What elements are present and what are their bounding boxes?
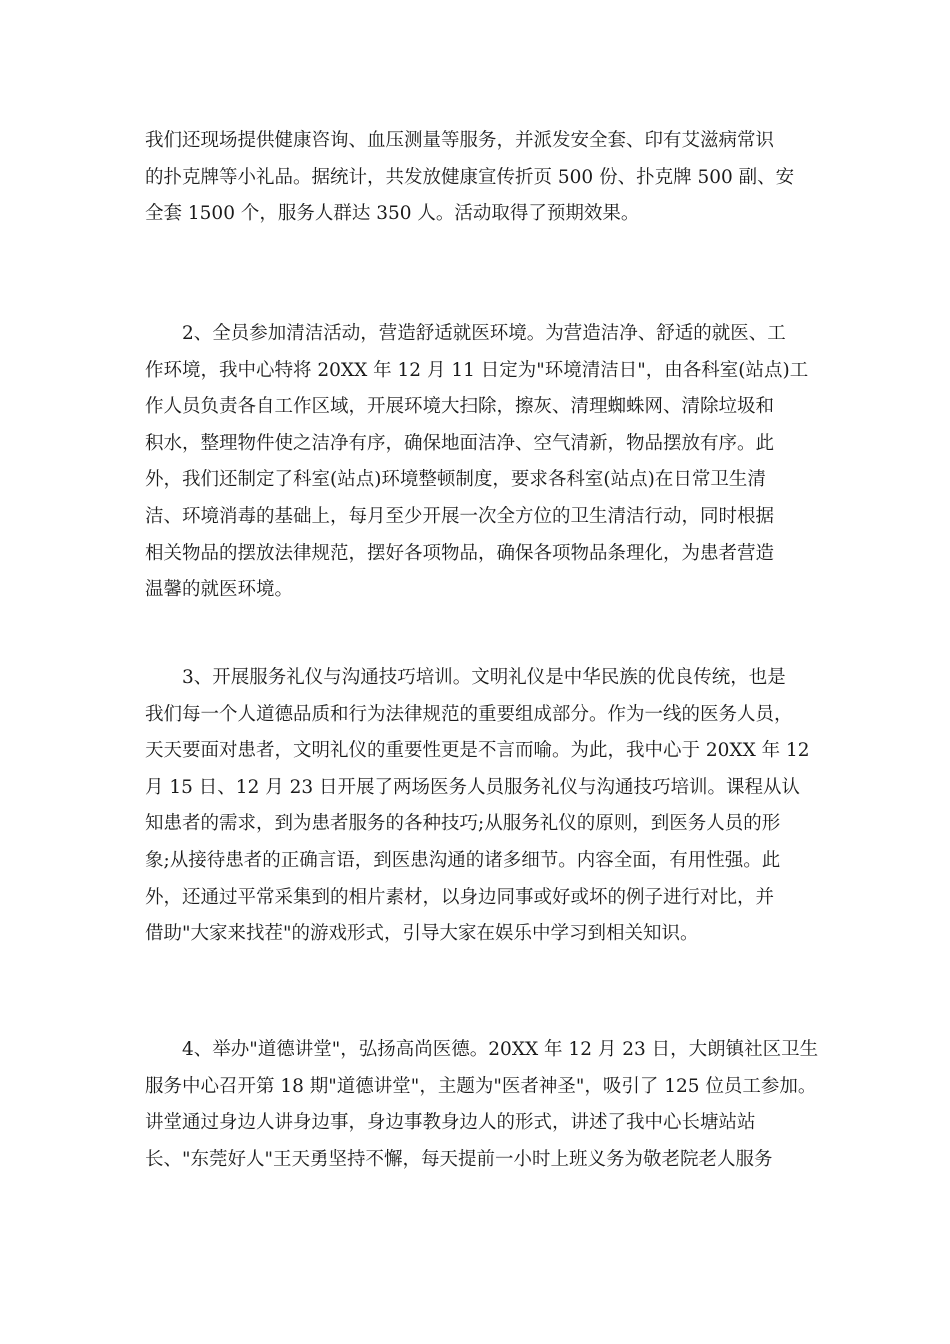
text-line: 我们每一个人道德品质和行为法律规范的重要组成部分。作为一线的医务人员， xyxy=(145,703,793,725)
paragraph-ethics-lecture xyxy=(145,1032,819,1178)
text-line: 讲堂通过身边人讲身边事，身边事教身边人的形式，讲述了我中心长塘站站 xyxy=(145,1112,756,1134)
text-line: 借助"大家来找茬"的游戏形式，引导大家在娱乐中学习到相关知识。 xyxy=(145,923,699,945)
text-line: 天天要面对患者，文明礼仪的重要性更是不言而喻。为此，我中心于 20XX 年 12 xyxy=(145,740,810,762)
text-line: 外，还通过平常采集到的相片素材，以身边同事或好或坏的例子进行对比，并 xyxy=(145,886,775,908)
paragraph-etiquette-training xyxy=(145,660,810,953)
text-line: 洁、环境消毒的基础上，每月至少开展一次全方位的卫生清洁行动，同时根据 xyxy=(145,505,775,527)
text-line: 温馨的就医环境。 xyxy=(145,579,294,601)
text-line: 全套 1500 个，服务人群达 350 人。活动取得了预期效果。 xyxy=(145,203,640,225)
text-line: 外，我们还制定了科室(站点)环境整顿制度，要求各科室(站点)在日常卫生清 xyxy=(145,469,766,491)
text-line: 作人员负责各自工作区域，开展环境大扫除，擦灰、清理蜘蛛网、清除垃圾和 xyxy=(145,396,775,418)
text-line: 2、全员参加清洁活动，营造舒适就医环境。为营造洁净、舒适的就医、工 xyxy=(145,323,786,344)
paragraph-activity-results xyxy=(145,123,805,233)
text-line: 月 15 日、12 月 23 日开展了两场医务人员服务礼仪与沟通技巧培训。课程从认 xyxy=(145,776,801,798)
text-line: 的扑克牌等小礼品。据统计，共发放健康宣传折页 500 份、扑克牌 500 副、安 xyxy=(145,166,795,188)
paragraph-cleaning-activity xyxy=(145,316,809,609)
text-line: 服务中心召开第 18 期"道德讲堂"，主题为"医者神圣"，吸引了 125 位员工参加。 xyxy=(145,1075,817,1097)
text-line: 4、举办"道德讲堂"，弘扬高尚医德。20XX 年 12 月 23 日，大朗镇社区卫生 xyxy=(145,1039,819,1060)
text-line: 积水，整理物件使之洁净有序，确保地面洁净、空气清新，物品摆放有序。此 xyxy=(145,432,775,454)
text-line: 长、"东莞好人"王天勇坚持不懈，每天提前一小时上班义务为敬老院老人服务 xyxy=(145,1148,773,1170)
text-line: 3、开展服务礼仪与沟通技巧培训。文明礼仪是中华民族的优良传统，也是 xyxy=(145,667,786,688)
text-line: 相关物品的摆放法律规范，摆好各项物品，确保各项物品条理化，为患者营造 xyxy=(145,542,775,564)
text-line: 我们还现场提供健康咨询、血压测量等服务，并派发安全套、印有艾滋病常识 xyxy=(145,130,775,151)
text-line: 象;从接待患者的正确言语，到医患沟通的诸多细节。内容全面，有用性强。此 xyxy=(145,849,781,871)
text-line: 作环境，我中心特将 20XX 年 12 月 11 日定为"环境清洁日"，由各科室(站点)工 xyxy=(145,359,809,381)
text-line: 知患者的需求，到为患者服务的各种技巧;从服务礼仪的原则，到医务人员的形 xyxy=(145,813,781,835)
